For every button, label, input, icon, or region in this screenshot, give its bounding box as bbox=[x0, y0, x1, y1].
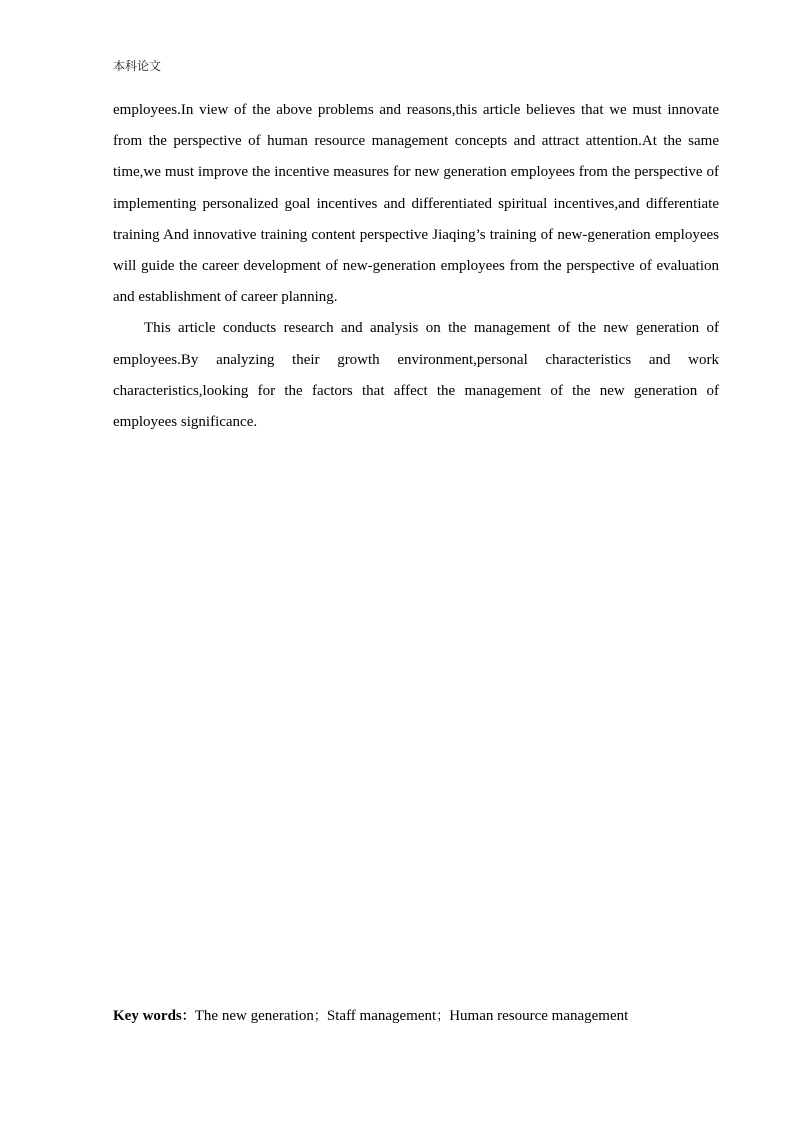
keyword-item: Human resource management bbox=[449, 1008, 629, 1024]
keywords-line bbox=[113, 1004, 719, 1029]
keyword-separator: ； bbox=[313, 1009, 327, 1024]
abstract-paragraph: employees.In view of the above problems and reasons,this article believes that we must innovate from the perspective of human resource management concepts and attract attention.At the same time,we must improve the incentive measures for new generation employees from the perspective of implementing personalized goal incentives and differentiated spiritual incentives,and differentiate training And innovative training content perspective Jiaqing’s training of new-generation employees will guide the career development of new-generation employees from the perspective of evaluation and establishment of career planning. bbox=[113, 102, 719, 306]
keyword-item: The new generation bbox=[194, 1008, 314, 1024]
keyword-item: Staff management bbox=[326, 1008, 437, 1024]
header-rule bbox=[113, 84, 719, 85]
abstract-paragraph: This article conducts research and analysis on the management of the new generation of employees.By analyzing their growth environment,personal characteristics and work characteristics,looking for the factors that affect the management of the new generation of employees significance. bbox=[113, 320, 719, 431]
keywords-label-separator: ： bbox=[181, 1009, 195, 1024]
keywords-label: Key words bbox=[113, 1008, 182, 1024]
running-header: 本科论文 bbox=[113, 59, 162, 73]
abstract-body bbox=[113, 95, 719, 438]
keyword-separator: ； bbox=[436, 1009, 450, 1024]
